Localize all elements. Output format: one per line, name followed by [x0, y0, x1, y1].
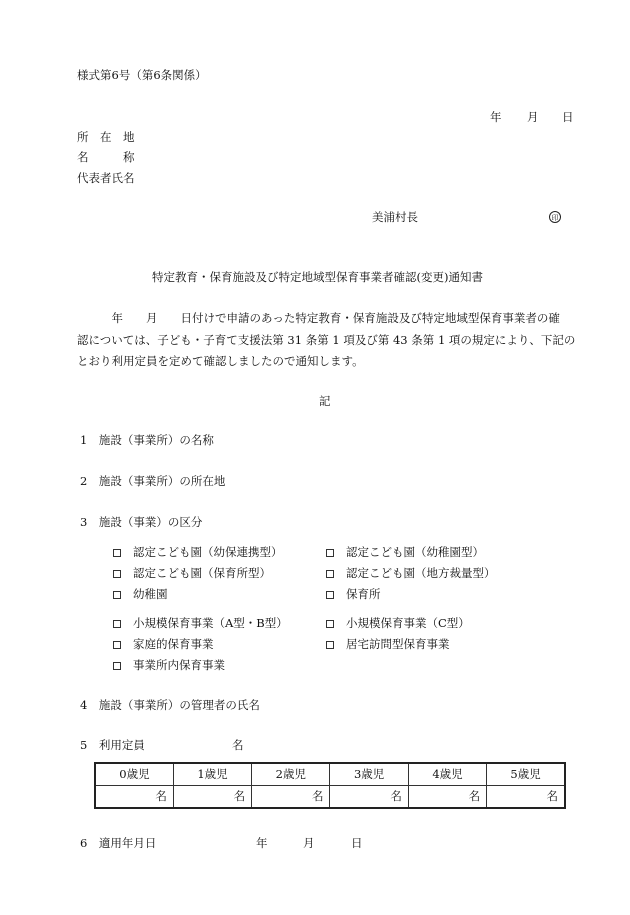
addressee-representative: 代表者氏名: [77, 171, 135, 185]
checkbox-icon: [326, 591, 334, 599]
effective-day: 日: [351, 836, 363, 850]
issuer-name: 美浦村長: [372, 210, 418, 224]
age-header: 0歳児: [95, 763, 173, 786]
category-checkbox[interactable]: 事業所内保育事業: [113, 660, 225, 672]
item-1-facility-name: 1 施設（事業所）の名称: [80, 433, 214, 447]
checkbox-icon: [326, 620, 334, 628]
checkbox-icon: [113, 591, 121, 599]
category-checkbox[interactable]: 認定こども園（地方裁量型）: [326, 568, 496, 580]
capacity-cell[interactable]: 名: [95, 786, 173, 809]
age-header: 1歳児: [173, 763, 251, 786]
age-header: 4歳児: [408, 763, 486, 786]
date-day: 日: [562, 110, 574, 124]
checkbox-icon: [113, 570, 121, 578]
seal-icon: 印: [549, 211, 561, 223]
capacity-cell[interactable]: 名: [487, 786, 565, 809]
category-checkbox[interactable]: 認定こども園（幼稚園型）: [326, 547, 484, 559]
checkbox-icon: [113, 662, 121, 670]
body-line-1: 年 月 日付けで申請のあった特定教育・保育施設及び特定地域型保育事業者の確: [77, 311, 560, 325]
item-3-facility-category: 3 施設（事業）の区分: [80, 515, 203, 529]
checkbox-icon: [326, 641, 334, 649]
capacity-cell[interactable]: 名: [252, 786, 330, 809]
category-checkbox[interactable]: 認定こども園（保育所型）: [113, 568, 271, 580]
item-2-facility-address: 2 施設（事業所）の所在地: [80, 474, 226, 488]
capacity-cell[interactable]: 名: [330, 786, 408, 809]
category-checkbox[interactable]: 小規模保育事業（C型）: [326, 618, 470, 630]
checkbox-icon: [326, 549, 334, 557]
item-4-manager-name: 4 施設（事業所）の管理者の氏名: [80, 698, 260, 712]
item-6-effective-date: 6 適用年月日: [80, 836, 157, 850]
age-header: 2歳児: [252, 763, 330, 786]
age-header: 5歳児: [487, 763, 565, 786]
capacity-cell[interactable]: 名: [173, 786, 251, 809]
item-5-capacity: 5 利用定員: [80, 738, 145, 752]
category-checkbox[interactable]: 家庭的保育事業: [113, 639, 214, 651]
checkbox-icon: [113, 641, 121, 649]
checkbox-icon: [113, 549, 121, 557]
category-checkbox[interactable]: 小規模保育事業（A型・B型）: [113, 618, 288, 630]
addressee-name: 名 称: [77, 150, 135, 164]
ki-heading: 記: [319, 394, 331, 408]
effective-month: 月: [303, 836, 315, 850]
document-title: 特定教育・保育施設及び特定地域型保育事業者確認(変更)通知書: [152, 270, 483, 284]
body-line-3: とおり利用定員を定めて確認しましたので通知します。: [77, 354, 364, 368]
form-number: 様式第6号（第6条関係）: [77, 68, 207, 82]
category-checkbox[interactable]: 居宅訪問型保育事業: [326, 639, 450, 651]
capacity-cell[interactable]: 名: [408, 786, 486, 809]
capacity-table: [94, 762, 566, 809]
effective-year: 年: [256, 836, 268, 850]
capacity-unit: 名: [232, 738, 244, 752]
checkbox-icon: [326, 570, 334, 578]
addressee-location: 所 在 地: [77, 130, 135, 144]
body-line-2: 認については、子ども・子育て支援法第 31 条第 1 項及び第 43 条第 1 項の規定により、下記の: [77, 333, 576, 347]
category-checkbox[interactable]: 認定こども園（幼保連携型）: [113, 547, 283, 559]
capacity-value-row: [95, 786, 565, 809]
capacity-header-row: [95, 763, 565, 786]
age-header: 3歳児: [330, 763, 408, 786]
date-month: 月: [527, 110, 539, 124]
category-checkbox[interactable]: 保育所: [326, 589, 381, 601]
checkbox-icon: [113, 620, 121, 628]
date-year: 年: [490, 110, 502, 124]
category-checkbox[interactable]: 幼稚園: [113, 589, 168, 601]
